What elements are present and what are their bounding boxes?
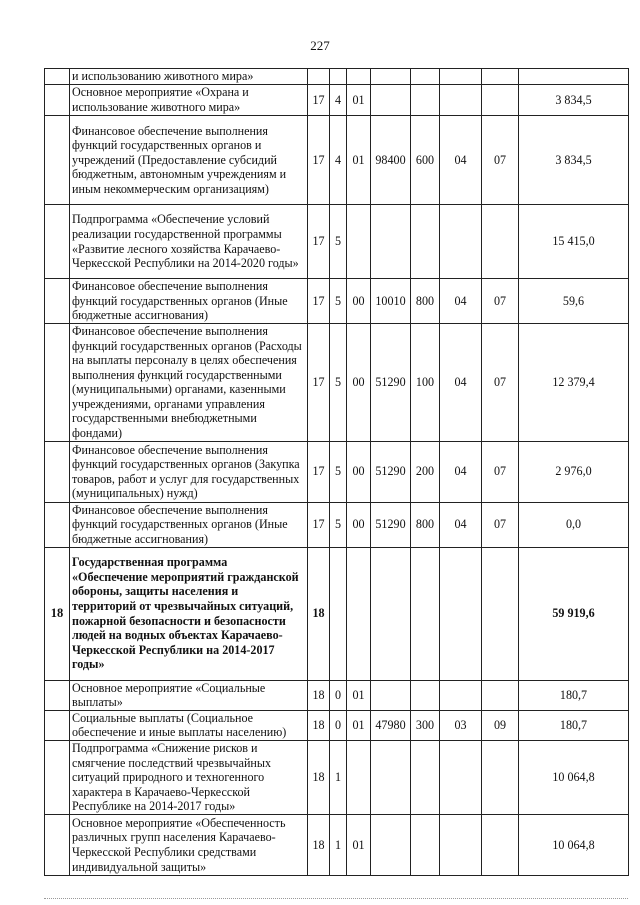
code-section: 04: [440, 441, 482, 502]
code-direction: [371, 69, 411, 85]
code-subsection: [482, 205, 519, 279]
code-event: 00: [347, 279, 371, 324]
code-expense-type: [411, 85, 440, 116]
code-program: 18: [308, 814, 330, 875]
code-program: 17: [308, 116, 330, 205]
code-expense-type: 300: [411, 710, 440, 740]
row-amount: [519, 69, 629, 85]
code-subprogram: 5: [330, 441, 347, 502]
code-expense-type: 800: [411, 502, 440, 547]
code-direction: 51290: [371, 502, 411, 547]
code-section: [440, 814, 482, 875]
code-subsection: [482, 740, 519, 814]
table-row: [45, 323, 629, 441]
code-subprogram: 0: [330, 680, 347, 710]
code-direction: 51290: [371, 441, 411, 502]
code-subsection: [482, 547, 519, 680]
code-section: 04: [440, 502, 482, 547]
code-subprogram: 0: [330, 710, 347, 740]
code-subsection: 07: [482, 116, 519, 205]
table-row: [45, 441, 629, 502]
code-subprogram: 5: [330, 502, 347, 547]
row-number: [45, 502, 70, 547]
code-program: 17: [308, 279, 330, 324]
row-number: [45, 680, 70, 710]
row-name: Основное мероприятие «Социальные выплаты»: [70, 680, 308, 710]
code-program: 17: [308, 85, 330, 116]
code-program: 18: [308, 547, 330, 680]
code-subsection: 07: [482, 279, 519, 324]
code-section: [440, 205, 482, 279]
code-event: 01: [347, 680, 371, 710]
code-direction: [371, 740, 411, 814]
row-name: Финансовое обеспечение выполнения функций государственных органов (Иные бюджетные ассигнования): [70, 279, 308, 324]
code-subsection: [482, 814, 519, 875]
row-name: и использованию животного мира»: [70, 69, 308, 85]
row-number: [45, 279, 70, 324]
code-program: 18: [308, 740, 330, 814]
row-amount: 3 834,5: [519, 116, 629, 205]
row-amount: 12 379,4: [519, 323, 629, 441]
code-subsection: 09: [482, 710, 519, 740]
table-row: [45, 740, 629, 814]
code-program: 17: [308, 205, 330, 279]
code-expense-type: 800: [411, 279, 440, 324]
code-direction: [371, 85, 411, 116]
code-subsection: [482, 85, 519, 116]
row-amount: 59,6: [519, 279, 629, 324]
code-event: [347, 740, 371, 814]
code-subsection: [482, 69, 519, 85]
code-expense-type: 200: [411, 441, 440, 502]
code-event: 00: [347, 441, 371, 502]
row-number: [45, 441, 70, 502]
row-number: [45, 814, 70, 875]
row-number: [45, 205, 70, 279]
code-direction: [371, 205, 411, 279]
code-section: 04: [440, 279, 482, 324]
code-direction: [371, 814, 411, 875]
budget-table: [44, 68, 629, 876]
row-number: [45, 323, 70, 441]
code-subprogram: [330, 547, 347, 680]
code-section: [440, 740, 482, 814]
row-amount: 10 064,8: [519, 740, 629, 814]
code-program: 17: [308, 323, 330, 441]
code-section: [440, 680, 482, 710]
code-direction: 51290: [371, 323, 411, 441]
code-direction: [371, 547, 411, 680]
code-event: 00: [347, 502, 371, 547]
code-expense-type: [411, 740, 440, 814]
row-number: [45, 740, 70, 814]
code-event: [347, 205, 371, 279]
code-expense-type: [411, 69, 440, 85]
code-direction: [371, 680, 411, 710]
code-subsection: 07: [482, 502, 519, 547]
table-row: [45, 710, 629, 740]
row-name: Социальные выплаты (Социальное обеспечение и иные выплаты населению): [70, 710, 308, 740]
code-section: [440, 85, 482, 116]
table-row: [45, 205, 629, 279]
row-name: Финансовое обеспечение выполнения функций государственных органов (Закупка товаров, работ и услуг для государственных (муниципальных) нужд): [70, 441, 308, 502]
code-section: 04: [440, 323, 482, 441]
row-amount: 3 834,5: [519, 85, 629, 116]
table-row: [45, 85, 629, 116]
row-number: [45, 69, 70, 85]
code-section: [440, 69, 482, 85]
code-subprogram: 5: [330, 205, 347, 279]
table-row: [45, 814, 629, 875]
row-amount: 2 976,0: [519, 441, 629, 502]
row-amount: 180,7: [519, 680, 629, 710]
row-name: Финансовое обеспечение выполнения функций государственных органов (Иные бюджетные ассигнования): [70, 502, 308, 547]
row-name: Финансовое обеспечение выполнения функций государственных органов и учреждений (Предоставление субсидий бюджетным, автономным учреждениям и иным некоммерческим организациям): [70, 116, 308, 205]
code-expense-type: 600: [411, 116, 440, 205]
code-event: [347, 69, 371, 85]
row-amount: 10 064,8: [519, 814, 629, 875]
code-event: 00: [347, 323, 371, 441]
row-name: Финансовое обеспечение выполнения функций государственных органов (Расходы на выплаты персоналу в целях обеспечения выполнения функций государственными (муниципальными) органами, казенными учреждениями, органами управления государственными внебюджетными фондами): [70, 323, 308, 441]
code-expense-type: 100: [411, 323, 440, 441]
page-bottom-rule: [44, 898, 628, 899]
code-expense-type: [411, 680, 440, 710]
code-program: 17: [308, 441, 330, 502]
row-name: Основное мероприятие «Обеспеченность различных групп населения Карачаево-Черкесской Республики средствами индивидуальной защиты»: [70, 814, 308, 875]
table-body: [45, 69, 629, 876]
row-name: Подпрограмма «Снижение рисков и смягчение последствий чрезвычайных ситуаций природного и техногенного характера в Карачаево-Черкесской Республике на 2014-2017 годы»: [70, 740, 308, 814]
row-number: 18: [45, 547, 70, 680]
row-amount: 15 415,0: [519, 205, 629, 279]
code-subprogram: 1: [330, 740, 347, 814]
row-name: Подпрограмма «Обеспечение условий реализации государственной программы «Развитие лесного хозяйства Карачаево-Черкесской Республики на 2014-2020 годы»: [70, 205, 308, 279]
code-program: 18: [308, 680, 330, 710]
table-row: [45, 279, 629, 324]
code-expense-type: [411, 205, 440, 279]
code-section: 03: [440, 710, 482, 740]
code-subsection: 07: [482, 441, 519, 502]
code-program: [308, 69, 330, 85]
table-row: [45, 69, 629, 85]
row-amount: 59 919,6: [519, 547, 629, 680]
code-program: 18: [308, 710, 330, 740]
row-number: [45, 710, 70, 740]
code-event: 01: [347, 814, 371, 875]
page-number: 227: [310, 38, 330, 53]
code-expense-type: [411, 814, 440, 875]
row-name: Государственная программа «Обеспечение мероприятий гражданской обороны, защиты населения и территорий от чрезвычайных ситуаций, пожарной безопасности и безопасности людей на водных объектах Карачаево-Черкесской Республики на 2014-2017 годы»: [70, 547, 308, 680]
row-name: Основное мероприятие «Охрана и использование животного мира»: [70, 85, 308, 116]
code-event: 01: [347, 116, 371, 205]
table-row: [45, 680, 629, 710]
code-subprogram: 5: [330, 323, 347, 441]
code-direction: 10010: [371, 279, 411, 324]
table-row: [45, 547, 629, 680]
code-event: 01: [347, 85, 371, 116]
code-subprogram: 4: [330, 85, 347, 116]
row-number: [45, 116, 70, 205]
table-row: [45, 502, 629, 547]
code-subprogram: 1: [330, 814, 347, 875]
code-event: 01: [347, 710, 371, 740]
code-event: [347, 547, 371, 680]
code-section: [440, 547, 482, 680]
code-subprogram: 5: [330, 279, 347, 324]
code-program: 17: [308, 502, 330, 547]
code-section: 04: [440, 116, 482, 205]
code-subprogram: 4: [330, 116, 347, 205]
code-subsection: [482, 680, 519, 710]
row-amount: 180,7: [519, 710, 629, 740]
row-amount: 0,0: [519, 502, 629, 547]
row-number: [45, 85, 70, 116]
table-row: [45, 116, 629, 205]
code-expense-type: [411, 547, 440, 680]
code-subsection: 07: [482, 323, 519, 441]
code-subprogram: [330, 69, 347, 85]
code-direction: 47980: [371, 710, 411, 740]
code-direction: 98400: [371, 116, 411, 205]
